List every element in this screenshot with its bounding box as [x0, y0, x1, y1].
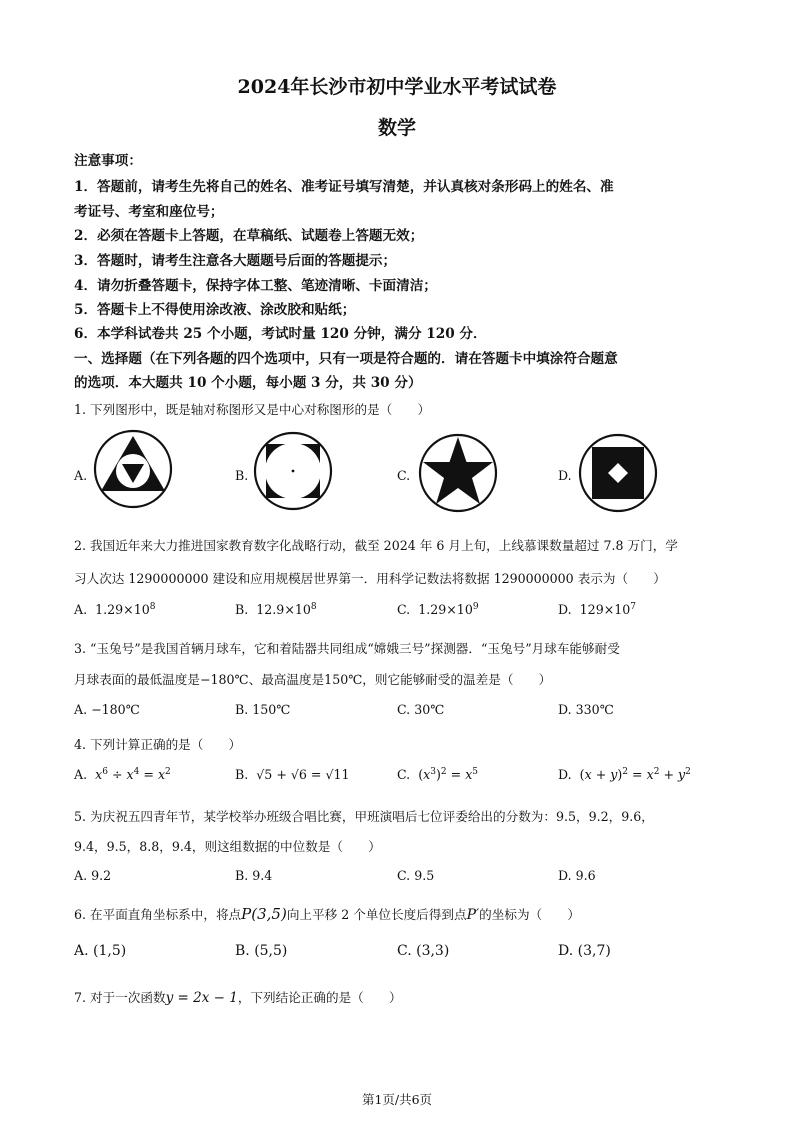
q5-stem: 5. 为庆祝五四青年节，某学校举办班级合唱比赛，甲班演唱后七位评委给出的分数为：9.5，9.2，9.6， — [74, 809, 654, 824]
note-line: 3．答题时，请考生注意各大题题号后面的答题提示； — [74, 253, 397, 269]
note-line: 4．请勿折叠答题卡，保持字体工整、笔迹清晰、卡面清洁； — [74, 278, 437, 294]
q1-label-b: B. — [235, 468, 249, 483]
q1-figure-d — [578, 433, 658, 513]
q4-option-c: C. $(x^3)^2 = x^5$ — [397, 767, 479, 783]
q4-option-a: A. $x^6 \div x^4 = x^2$ — [74, 767, 171, 783]
q4-stem: 4. 下列计算正确的是（ ） — [74, 737, 242, 752]
subject-title: 数学 — [377, 117, 416, 139]
q6-option-c: C. (3,3) — [397, 943, 450, 959]
q3-option-a: A. −180℃ — [74, 702, 140, 717]
q2-stem-cont: 习人次达 1290000000 建设和应用规模居世界第一．用科学记数法将数据 1290000000 表示为（ ） — [74, 571, 666, 586]
q5-option-d: D. 9.6 — [558, 868, 596, 883]
notes-heading: 注意事项： — [74, 153, 142, 169]
q1-label-d: D. — [558, 468, 572, 483]
exam-title: 2024年长沙市初中学业水平考试试卷 — [237, 76, 557, 98]
note-line: 5．答题卡上不得使用涂改液、涂改胶和贴纸； — [74, 302, 356, 318]
q5-option-c: C. 9.5 — [397, 868, 435, 883]
q4-option-d: D. $(x + y)^2 = x^2 + y^2$ — [558, 767, 691, 783]
q1-figure-c — [418, 433, 498, 513]
q6-stem: 6. 在平面直角坐标系中，将点P(3,5)向上平移 2 个单位长度后得到点P′的坐标为（ ） — [74, 905, 580, 923]
q3-option-b: B. 150℃ — [235, 702, 291, 717]
note-line: 6．本学科试卷共 25 个小题，考试时量 120 分钟，满分 120 分． — [74, 326, 487, 342]
section-heading-cont: 的选项．本大题共 10 个小题，每小题 3 分，共 30 分） — [74, 375, 422, 391]
page-footer: 第1页/共6页 — [361, 1092, 433, 1107]
q2-stem: 2. 我国近年来大力推进国家教育数字化战略行动，截至 2024 年 6 月上旬，上线慕课数量超过 7.8 万门，学 — [74, 538, 678, 553]
q1-figure-a — [92, 428, 174, 510]
q1-label-a: A. — [74, 468, 88, 483]
section-heading: 一、选择题（在下列各题的四个选项中，只有一项是符合题的．请在答题卡中填涂符合题意 — [74, 351, 618, 367]
note-line: 2．必须在答题卡上答题，在草稿纸、试题卷上答题无效； — [74, 228, 424, 244]
q6-option-a: A. (1,5) — [74, 943, 127, 959]
q2-option-a: A. $1.29\times 10^8$ — [74, 602, 156, 618]
q3-stem-cont: 月球表面的最低温度是−180℃、最高温度是150℃，则它能够耐受的温差是（ ） — [74, 672, 552, 687]
note-line: 考证号、考室和座位号； — [74, 204, 224, 220]
q1-stem: 1. 下列图形中，既是轴对称图形又是中心对称图形的是（ ） — [74, 402, 431, 417]
q5-option-b: B. 9.4 — [235, 868, 273, 883]
q2-option-b: B. $12.9\times 10^8$ — [235, 602, 317, 618]
q4-option-b: B. √5 + √6 = √11 — [235, 767, 350, 782]
q5-stem-cont: 9.4，9.5，8.8，9.4，则这组数据的中位数是（ ） — [74, 839, 381, 854]
q2-option-d: D. $129\times 10^7$ — [558, 602, 637, 618]
q6-option-b: B. (5,5) — [235, 943, 288, 959]
q7-stem: 7. 对于一次函数y = 2x − 1，下列结论正确的是（ ） — [74, 990, 402, 1006]
q1-label-c: C. — [397, 468, 411, 483]
q2-option-c: C. $1.29\times 10^9$ — [397, 602, 479, 618]
q3-option-d: D. 330℃ — [558, 702, 614, 717]
note-line: 1．答题前，请考生先将自己的姓名、准考证号填写清楚，并认真核对条形码上的姓名、准 — [74, 179, 614, 195]
q1-figure-b — [253, 431, 333, 511]
q5-option-a: A. 9.2 — [74, 868, 112, 883]
q6-option-d: D. (3,7) — [558, 943, 611, 959]
q3-stem: 3. “玉兔号”是我国首辆月球车，它和着陆器共同组成“嫦娥三号”探测器．“玉兔号”月球车能够耐受 — [74, 641, 620, 656]
q3-option-c: C. 30℃ — [397, 702, 445, 717]
